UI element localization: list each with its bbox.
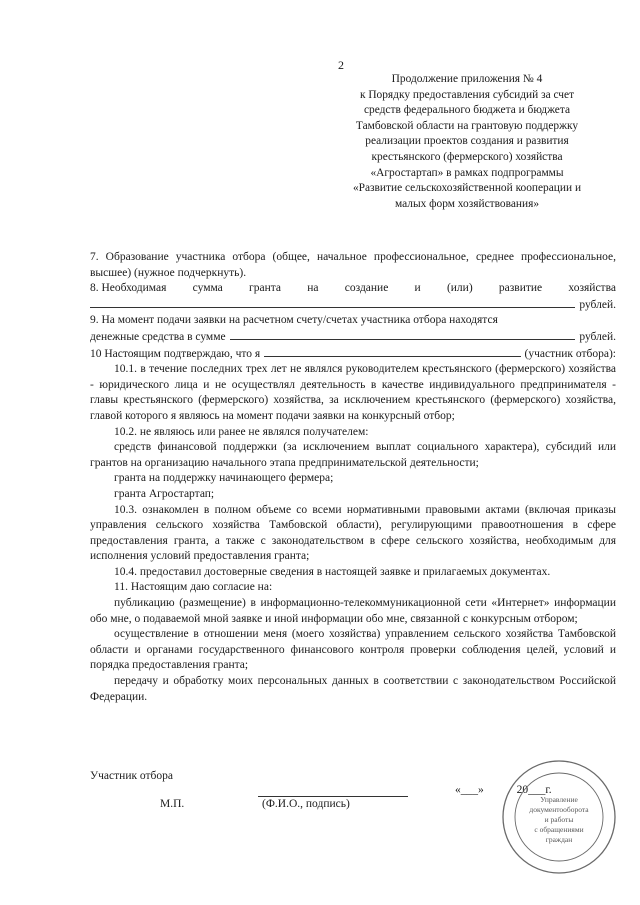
participant-name-field[interactable] bbox=[264, 346, 520, 357]
item-11: 11. Настоящим даю согласие на: bbox=[114, 581, 273, 594]
item-8-amount-line: рублей. bbox=[90, 297, 616, 314]
item-10-confirmation: 10 Настоящим подтверждаю, что я (участник отбора): bbox=[90, 347, 616, 360]
header-line: крестьянского (фермерского) хозяйства bbox=[371, 150, 563, 163]
header-line: Продолжение приложения № 4 bbox=[391, 73, 543, 85]
item-10-3: 10.3. ознакомлен в полном объеме со всеми нормативными правовыми актами (включая приказы управления сельского хозяйства Тамбовской области), регулирующими правоотношения в сфере предоставления гранта, а также с законодательством в сфере сельского хозяйства, необходимым для исполнения условий предоставления гранта; bbox=[90, 503, 616, 563]
item-10-2-a: средств финансовой поддержки (за исключением выплат социального характера), субсидий или грантов на организацию начального этапа предпринимательской деятельности; bbox=[90, 441, 616, 469]
item-7-education: 7. Образование участника отбора (общее, начальное профессиональное, среднее профессиональное, высшее) (нужное подчеркнуть). bbox=[90, 251, 616, 279]
item-10-1: 10.1. в течение последних трех лет не являлся руководителем крестьянского (фермерского) хозяйства - юридического лица и не осуществлял деятельность в качестве индивидуального предпринимателя - главы крестьянского (фермерского) хозяйства, за исключением крестьянского (фермерского) хозяйства, главой которого я являюсь на момент подачи заявки на конкурсный отбор; bbox=[90, 363, 616, 422]
item-9-funds: 9. На момент подачи заявки на расчетном счету/счетах участника отбора находятся bbox=[90, 314, 498, 327]
funds-amount-field[interactable] bbox=[230, 329, 576, 340]
stamp-line: граждан bbox=[545, 835, 573, 844]
header-line: Тамбовской области на грантовую поддержку bbox=[355, 119, 579, 132]
date-day: «___» bbox=[455, 784, 484, 796]
header-line: реализации проектов создания и развития bbox=[365, 135, 569, 148]
header-line: малых форм хозяйствования» bbox=[394, 197, 540, 210]
item-10-2-b: гранта на поддержку начинающего фермера; bbox=[114, 472, 334, 485]
header-line: «Агростартап» в рамках подпрограммы bbox=[370, 166, 564, 179]
stamp-line: с обращениями bbox=[534, 825, 584, 834]
seal-place-label: М.П. bbox=[160, 798, 185, 810]
item-11-a: публикацию (размещение) в информационно-телекоммуникационной сети «Интернет» информации обо мне, о подаваемой мной заявке и иной информации обо мне, связанной с конкурсным отбором; bbox=[90, 597, 616, 625]
participant-label: Участник отбора bbox=[90, 770, 174, 782]
header-line: средств федерального бюджета и бюджета bbox=[363, 104, 571, 117]
stamp-line: документооборота bbox=[529, 805, 589, 814]
header-line: к Порядку предоставления субсидий за счет bbox=[359, 88, 575, 101]
item-10-2: 10.2. не являюсь или ранее не являлся получателем: bbox=[114, 425, 369, 438]
item-10-4: 10.4. предоставил достоверные сведения в настоящей заявке и прилагаемых документах. bbox=[114, 565, 551, 578]
application-body bbox=[90, 250, 616, 705]
item-9-amount-line: денежные средства в сумме рублей. bbox=[90, 330, 616, 343]
stamp-line: Управление bbox=[540, 795, 578, 804]
registration-stamp bbox=[500, 758, 618, 876]
page-number: 2 bbox=[338, 58, 344, 72]
name-signature-caption: (Ф.И.О., подпись) bbox=[262, 798, 350, 810]
item-11-b: осуществление в отношении меня (моего хозяйства) управлением сельского хозяйства Тамбовской области и органами государственного финансового контроля проверки соблюдения целей, условий и порядка предоставления гранта; bbox=[90, 628, 616, 672]
date-year: 20___г. bbox=[516, 784, 552, 796]
item-11-c: передачу и обработку моих персональных данных в соответствии с законодательством Российской Федерации. bbox=[90, 675, 616, 703]
item-10-2-c: гранта Агростартап; bbox=[114, 487, 215, 500]
grant-amount-field[interactable] bbox=[90, 297, 575, 308]
signature-line[interactable] bbox=[258, 796, 408, 797]
stamp-line: и работы bbox=[544, 815, 574, 824]
appendix-header bbox=[318, 72, 616, 212]
item-8-grant-amount: 8. Необходимая сумма гранта на создание и (или) развитие хозяйства bbox=[90, 282, 616, 295]
header-line: «Развитие сельскохозяйственной кооперации и bbox=[352, 182, 582, 195]
